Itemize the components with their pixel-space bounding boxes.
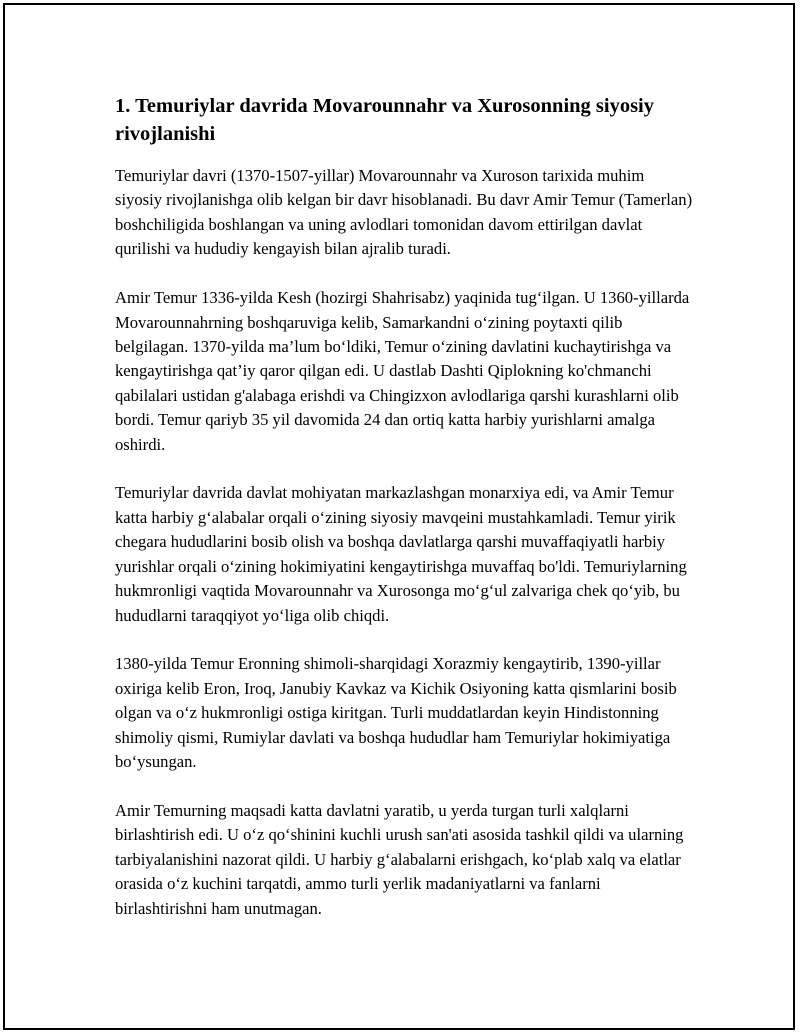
section-heading: 1. Temuriylar davrida Movarounnahr va Xurosonning siyosiy rivojlanishi — [115, 95, 655, 145]
paragraph-3: Temuriylar davrida davlat mohiyatan markazlashgan monarxiya edi, va Amir Temur katta harbiy g‘alabalar orqali o‘zining siyosiy mavqeini mustahkamladi. Temur yirik chegara hududlarini bosib olish va boshqa davlatlarga qarshi muvaffaqiyatli harbiy yurishlar orqali o‘zining hokimiyatini kengaytirishga muvaffaq bo'ldi. Temuriylarning hukmronligi vaqtida Movarounnahr va Xurosonga mo‘g‘ul zalvariga chek qo‘yib, bu hududlarni taraqqiyot yo‘liga olib chiqdi. — [115, 483, 687, 625]
paragraph-1: Temuriylar davri (1370-1507-yillar) Movarounnahr va Xuroson tarixida muhim siyosiy rivojlanishga olib kelgan bir davr hisoblanadi. Bu davr Amir Temur (Tamerlan) boshchiligida boshlangan va uning avlodlari tomonidan davom ettirilgan davlat qurilishi va hududiy kengayish bilan ajralib turadi. — [115, 166, 693, 259]
paragraph-5: Amir Temurning maqsadi katta davlatni yaratib, u yerda turgan turli xalqlarni birlashtirish edi. U o‘z qo‘shinini kuchli urush san'ati asosida tashkil qildi va ularning tarbiyalanishini nazorat qildi. U harbiy g‘alabalarni erishgach, ko‘plab xalq va elatlar orasida o‘z kuchini tarqatdi, ammo turli yerlik madaniyatlarni va fanlarni birlashtirishni ham unutmagan. — [115, 800, 684, 918]
paragraph-2: Amir Temur 1336-yilda Kesh (hozirgi Shahrisabz) yaqinida tug‘ilgan. U 1360-yillarda Movarounnahrning boshqaruviga kelib, Samarkandni o‘zining poytaxti qilib belgilagan. 1370-yilda ma’lum bo‘ldiki, Temur o‘zining davlatini kuchaytirishga va kengaytirishga qat’iy qaror qilgan edi. U dastlab Dashti Qiplokning ko'chmanchi qabilalari ustidan g'alabaga erishdi va Chingizxon avlodlariga qarshi kurashlarni olib bordi. Temur qariyb 35 yil davomida 24 dan ortiq katta harbiy yurishlarni amalga oshirdi. — [115, 288, 690, 454]
paragraph-4: 1380-yilda Temur Eronning shimoli-sharqidagi Xorazmiy kengaytirib, 1390-yillar oxiriga kelib Eron, Iroq, Janubiy Kavkaz va Kichik Osiyoning katta qismlarini bosib olgan va o‘z hukmronligi ostiga kiritgan. Turli muddatlardan keyin Hindistonning shimoliy qismi, Rumiylar davlati va boshqa hududlar ham Temuriylar hokimiyatiga bo‘ysungan. — [115, 654, 677, 772]
document-body — [115, 92, 695, 945]
